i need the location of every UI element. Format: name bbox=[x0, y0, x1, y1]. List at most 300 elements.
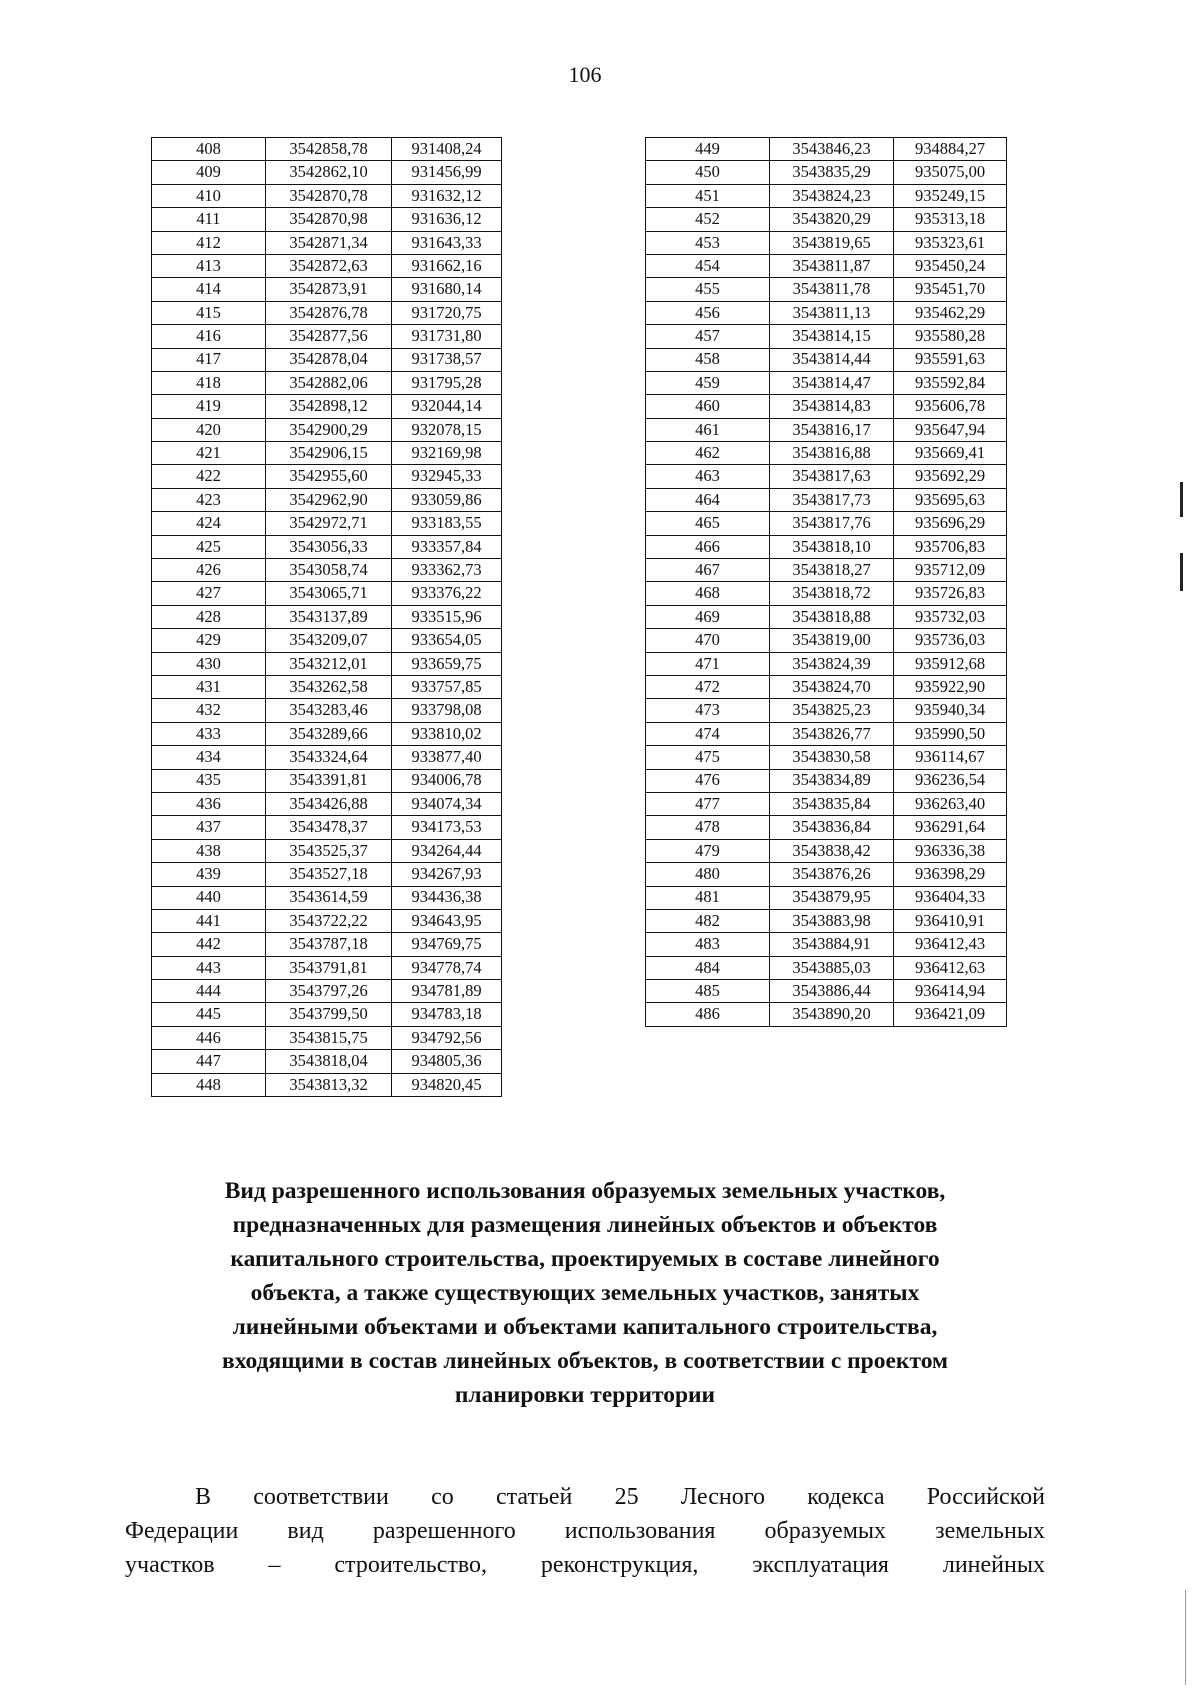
y-coordinate-cell: 935990,50 bbox=[894, 722, 1007, 745]
table-row bbox=[646, 161, 1007, 184]
point-number-cell: 419 bbox=[152, 395, 266, 418]
x-coordinate-cell: 3543838,42 bbox=[770, 839, 894, 862]
paragraph-word: со bbox=[431, 1484, 454, 1510]
x-coordinate-cell: 3543825,23 bbox=[770, 699, 894, 722]
table-row bbox=[646, 792, 1007, 815]
table-row bbox=[152, 559, 502, 582]
x-coordinate-cell: 3542876,78 bbox=[266, 301, 392, 324]
y-coordinate-cell: 932044,14 bbox=[392, 395, 502, 418]
heading-line: капитального строительства, проектируемых в составе линейного bbox=[230, 1246, 940, 1272]
point-number-cell: 410 bbox=[152, 184, 266, 207]
x-coordinate-cell: 3543262,58 bbox=[266, 675, 392, 698]
point-number-cell: 460 bbox=[646, 395, 770, 418]
y-coordinate-cell: 933059,86 bbox=[392, 488, 502, 511]
paragraph-word: В bbox=[195, 1484, 212, 1510]
y-coordinate-cell: 936336,38 bbox=[894, 839, 1007, 862]
x-coordinate-cell: 3543478,37 bbox=[266, 816, 392, 839]
heading-line: планировки территории bbox=[454, 1382, 716, 1408]
point-number-cell: 470 bbox=[646, 629, 770, 652]
y-coordinate-cell: 934006,78 bbox=[392, 769, 502, 792]
point-number-cell: 479 bbox=[646, 839, 770, 862]
paragraph-word: статьей bbox=[495, 1484, 573, 1510]
paragraph-word: Федерации bbox=[125, 1518, 239, 1544]
x-coordinate-cell: 3543836,84 bbox=[770, 816, 894, 839]
table-row bbox=[152, 442, 502, 465]
paragraph-word: линейных bbox=[942, 1552, 1045, 1578]
table-row bbox=[646, 863, 1007, 886]
x-coordinate-cell: 3543879,95 bbox=[770, 886, 894, 909]
y-coordinate-cell: 935075,00 bbox=[894, 161, 1007, 184]
y-coordinate-cell: 935323,61 bbox=[894, 231, 1007, 254]
x-coordinate-cell: 3543817,73 bbox=[770, 488, 894, 511]
x-coordinate-cell: 3543811,13 bbox=[770, 301, 894, 324]
x-coordinate-cell: 3543426,88 bbox=[266, 792, 392, 815]
y-coordinate-cell: 935696,29 bbox=[894, 512, 1007, 535]
point-number-cell: 425 bbox=[152, 535, 266, 558]
table-row bbox=[152, 161, 502, 184]
y-coordinate-cell: 936412,63 bbox=[894, 956, 1007, 979]
paragraph-word: Лесного bbox=[680, 1484, 765, 1510]
table-row bbox=[646, 371, 1007, 394]
y-coordinate-cell: 934783,18 bbox=[392, 1003, 502, 1026]
x-coordinate-cell: 3543811,87 bbox=[770, 254, 894, 277]
y-coordinate-cell: 931643,33 bbox=[392, 231, 502, 254]
y-coordinate-cell: 935912,68 bbox=[894, 652, 1007, 675]
paragraph-word: Российской bbox=[926, 1484, 1045, 1510]
point-number-cell: 428 bbox=[152, 605, 266, 628]
point-number-cell: 444 bbox=[152, 980, 266, 1003]
table-row bbox=[646, 184, 1007, 207]
table-row bbox=[152, 863, 502, 886]
coordinates-table-right bbox=[645, 137, 1007, 1027]
y-coordinate-cell: 936291,64 bbox=[894, 816, 1007, 839]
y-coordinate-cell: 931662,16 bbox=[392, 254, 502, 277]
point-number-cell: 481 bbox=[646, 886, 770, 909]
table-row bbox=[646, 605, 1007, 628]
table-row bbox=[646, 886, 1007, 909]
heading-line: Вид разрешенного использования образуемых земельных участков, bbox=[224, 1178, 946, 1204]
table-row bbox=[152, 208, 502, 231]
point-number-cell: 409 bbox=[152, 161, 266, 184]
body-paragraph bbox=[125, 1480, 1045, 1582]
x-coordinate-cell: 3543814,83 bbox=[770, 395, 894, 418]
x-coordinate-cell: 3543890,20 bbox=[770, 1003, 894, 1026]
point-number-cell: 437 bbox=[152, 816, 266, 839]
point-number-cell: 469 bbox=[646, 605, 770, 628]
paragraph-word: земельных bbox=[935, 1518, 1045, 1544]
paragraph-line bbox=[125, 1480, 1045, 1514]
y-coordinate-cell: 932078,15 bbox=[392, 418, 502, 441]
y-coordinate-cell: 932945,33 bbox=[392, 465, 502, 488]
point-number-cell: 462 bbox=[646, 442, 770, 465]
y-coordinate-cell: 933659,75 bbox=[392, 652, 502, 675]
point-number-cell: 456 bbox=[646, 301, 770, 324]
point-number-cell: 416 bbox=[152, 325, 266, 348]
point-number-cell: 448 bbox=[152, 1073, 266, 1096]
y-coordinate-cell: 932169,98 bbox=[392, 442, 502, 465]
x-coordinate-cell: 3543824,39 bbox=[770, 652, 894, 675]
scan-artifact-mark bbox=[1180, 482, 1183, 517]
y-coordinate-cell: 931456,99 bbox=[392, 161, 502, 184]
x-coordinate-cell: 3543824,23 bbox=[770, 184, 894, 207]
paragraph-word: участков bbox=[125, 1552, 215, 1578]
paragraph-word: эксплуатация bbox=[752, 1552, 889, 1578]
table-row bbox=[152, 909, 502, 932]
y-coordinate-cell: 935249,15 bbox=[894, 184, 1007, 207]
table-row bbox=[646, 980, 1007, 1003]
x-coordinate-cell: 3542877,56 bbox=[266, 325, 392, 348]
x-coordinate-cell: 3542906,15 bbox=[266, 442, 392, 465]
x-coordinate-cell: 3543813,32 bbox=[266, 1073, 392, 1096]
x-coordinate-cell: 3542898,12 bbox=[266, 395, 392, 418]
y-coordinate-cell: 935450,24 bbox=[894, 254, 1007, 277]
y-coordinate-cell: 933183,55 bbox=[392, 512, 502, 535]
y-coordinate-cell: 936412,43 bbox=[894, 933, 1007, 956]
paragraph-word: 25 bbox=[614, 1484, 639, 1510]
y-coordinate-cell: 936414,94 bbox=[894, 980, 1007, 1003]
point-number-cell: 443 bbox=[152, 956, 266, 979]
point-number-cell: 452 bbox=[646, 208, 770, 231]
coordinates-table-left bbox=[151, 137, 502, 1097]
x-coordinate-cell: 3543816,88 bbox=[770, 442, 894, 465]
y-coordinate-cell: 934805,36 bbox=[392, 1050, 502, 1073]
point-number-cell: 442 bbox=[152, 933, 266, 956]
table-row bbox=[646, 488, 1007, 511]
y-coordinate-cell: 931408,24 bbox=[392, 138, 502, 161]
point-number-cell: 408 bbox=[152, 138, 266, 161]
page-number: 106 bbox=[568, 62, 602, 87]
y-coordinate-cell: 935580,28 bbox=[894, 325, 1007, 348]
point-number-cell: 445 bbox=[152, 1003, 266, 1026]
x-coordinate-cell: 3543835,84 bbox=[770, 792, 894, 815]
y-coordinate-cell: 933362,73 bbox=[392, 559, 502, 582]
table-row bbox=[152, 816, 502, 839]
y-coordinate-cell: 935940,34 bbox=[894, 699, 1007, 722]
x-coordinate-cell: 3543846,23 bbox=[770, 138, 894, 161]
table-row bbox=[646, 208, 1007, 231]
table-row bbox=[152, 956, 502, 979]
x-coordinate-cell: 3543819,65 bbox=[770, 231, 894, 254]
y-coordinate-cell: 935692,29 bbox=[894, 465, 1007, 488]
y-coordinate-cell: 936404,33 bbox=[894, 886, 1007, 909]
y-coordinate-cell: 935591,63 bbox=[894, 348, 1007, 371]
x-coordinate-cell: 3543814,47 bbox=[770, 371, 894, 394]
table-row bbox=[646, 816, 1007, 839]
point-number-cell: 467 bbox=[646, 559, 770, 582]
x-coordinate-cell: 3542870,98 bbox=[266, 208, 392, 231]
point-number-cell: 411 bbox=[152, 208, 266, 231]
point-number-cell: 474 bbox=[646, 722, 770, 745]
table-row bbox=[646, 722, 1007, 745]
x-coordinate-cell: 3543814,15 bbox=[770, 325, 894, 348]
table-row bbox=[152, 652, 502, 675]
table-row bbox=[646, 138, 1007, 161]
x-coordinate-cell: 3543885,03 bbox=[770, 956, 894, 979]
y-coordinate-cell: 934792,56 bbox=[392, 1026, 502, 1049]
x-coordinate-cell: 3543876,26 bbox=[770, 863, 894, 886]
table-row bbox=[646, 582, 1007, 605]
point-number-cell: 426 bbox=[152, 559, 266, 582]
table-row bbox=[646, 325, 1007, 348]
x-coordinate-cell: 3543209,07 bbox=[266, 629, 392, 652]
y-coordinate-cell: 936263,40 bbox=[894, 792, 1007, 815]
point-number-cell: 432 bbox=[152, 699, 266, 722]
x-coordinate-cell: 3543883,98 bbox=[770, 909, 894, 932]
y-coordinate-cell: 935451,70 bbox=[894, 278, 1007, 301]
paragraph-line bbox=[125, 1548, 1045, 1582]
table-row bbox=[646, 348, 1007, 371]
x-coordinate-cell: 3542862,10 bbox=[266, 161, 392, 184]
table-row bbox=[646, 933, 1007, 956]
x-coordinate-cell: 3542882,06 bbox=[266, 371, 392, 394]
y-coordinate-cell: 931795,28 bbox=[392, 371, 502, 394]
y-coordinate-cell: 933798,08 bbox=[392, 699, 502, 722]
table-row bbox=[152, 254, 502, 277]
point-number-cell: 423 bbox=[152, 488, 266, 511]
y-coordinate-cell: 935669,41 bbox=[894, 442, 1007, 465]
x-coordinate-cell: 3543283,46 bbox=[266, 699, 392, 722]
x-coordinate-cell: 3543834,89 bbox=[770, 769, 894, 792]
paragraph-word: вид bbox=[287, 1518, 324, 1544]
point-number-cell: 451 bbox=[646, 184, 770, 207]
y-coordinate-cell: 935592,84 bbox=[894, 371, 1007, 394]
table-row bbox=[646, 769, 1007, 792]
x-coordinate-cell: 3543816,17 bbox=[770, 418, 894, 441]
y-coordinate-cell: 936398,29 bbox=[894, 863, 1007, 886]
y-coordinate-cell: 931720,75 bbox=[392, 301, 502, 324]
y-coordinate-cell: 933877,40 bbox=[392, 746, 502, 769]
point-number-cell: 455 bbox=[646, 278, 770, 301]
point-number-cell: 459 bbox=[646, 371, 770, 394]
table-row bbox=[152, 629, 502, 652]
table-row bbox=[152, 980, 502, 1003]
x-coordinate-cell: 3543791,81 bbox=[266, 956, 392, 979]
x-coordinate-cell: 3543835,29 bbox=[770, 161, 894, 184]
point-number-cell: 427 bbox=[152, 582, 266, 605]
table-row bbox=[646, 301, 1007, 324]
table-row bbox=[646, 535, 1007, 558]
section-heading bbox=[130, 1174, 1040, 1412]
x-coordinate-cell: 3543886,44 bbox=[770, 980, 894, 1003]
y-coordinate-cell: 935736,03 bbox=[894, 629, 1007, 652]
x-coordinate-cell: 3543815,75 bbox=[266, 1026, 392, 1049]
point-number-cell: 421 bbox=[152, 442, 266, 465]
x-coordinate-cell: 3543722,22 bbox=[266, 909, 392, 932]
y-coordinate-cell: 931731,80 bbox=[392, 325, 502, 348]
scan-artifact-mark bbox=[1185, 1590, 1186, 1685]
x-coordinate-cell: 3542962,90 bbox=[266, 488, 392, 511]
x-coordinate-cell: 3543527,18 bbox=[266, 863, 392, 886]
point-number-cell: 430 bbox=[152, 652, 266, 675]
point-number-cell: 468 bbox=[646, 582, 770, 605]
y-coordinate-cell: 935647,94 bbox=[894, 418, 1007, 441]
table-row bbox=[646, 1003, 1007, 1026]
x-coordinate-cell: 3542871,34 bbox=[266, 231, 392, 254]
point-number-cell: 420 bbox=[152, 418, 266, 441]
point-number-cell: 447 bbox=[152, 1050, 266, 1073]
x-coordinate-cell: 3543525,37 bbox=[266, 839, 392, 862]
x-coordinate-cell: 3543799,50 bbox=[266, 1003, 392, 1026]
table-row bbox=[152, 839, 502, 862]
table-row bbox=[152, 746, 502, 769]
heading-line: входящими в состав линейных объектов, в соответствии с проектом bbox=[222, 1348, 948, 1374]
point-number-cell: 417 bbox=[152, 348, 266, 371]
x-coordinate-cell: 3543391,81 bbox=[266, 769, 392, 792]
y-coordinate-cell: 933654,05 bbox=[392, 629, 502, 652]
point-number-cell: 415 bbox=[152, 301, 266, 324]
point-number-cell: 458 bbox=[646, 348, 770, 371]
point-number-cell: 464 bbox=[646, 488, 770, 511]
point-number-cell: 476 bbox=[646, 769, 770, 792]
y-coordinate-cell: 934267,93 bbox=[392, 863, 502, 886]
x-coordinate-cell: 3543797,26 bbox=[266, 980, 392, 1003]
point-number-cell: 414 bbox=[152, 278, 266, 301]
table-row bbox=[152, 1050, 502, 1073]
table-row bbox=[152, 582, 502, 605]
point-number-cell: 431 bbox=[152, 675, 266, 698]
y-coordinate-cell: 934820,45 bbox=[392, 1073, 502, 1096]
y-coordinate-cell: 934436,38 bbox=[392, 886, 502, 909]
point-number-cell: 480 bbox=[646, 863, 770, 886]
y-coordinate-cell: 935695,63 bbox=[894, 488, 1007, 511]
table-row bbox=[152, 138, 502, 161]
paragraph-word: образуемых bbox=[764, 1518, 887, 1544]
table-row bbox=[152, 722, 502, 745]
x-coordinate-cell: 3542870,78 bbox=[266, 184, 392, 207]
point-number-cell: 484 bbox=[646, 956, 770, 979]
y-coordinate-cell: 933757,85 bbox=[392, 675, 502, 698]
y-coordinate-cell: 935726,83 bbox=[894, 582, 1007, 605]
paragraph-word: соответствии bbox=[253, 1484, 389, 1510]
y-coordinate-cell: 935462,29 bbox=[894, 301, 1007, 324]
paragraph-word: – bbox=[268, 1552, 281, 1578]
y-coordinate-cell: 934264,44 bbox=[392, 839, 502, 862]
point-number-cell: 412 bbox=[152, 231, 266, 254]
x-coordinate-cell: 3542858,78 bbox=[266, 138, 392, 161]
x-coordinate-cell: 3543824,70 bbox=[770, 675, 894, 698]
point-number-cell: 450 bbox=[646, 161, 770, 184]
x-coordinate-cell: 3543065,71 bbox=[266, 582, 392, 605]
table-row bbox=[152, 1026, 502, 1049]
y-coordinate-cell: 935706,83 bbox=[894, 535, 1007, 558]
y-coordinate-cell: 933357,84 bbox=[392, 535, 502, 558]
table-row bbox=[646, 675, 1007, 698]
x-coordinate-cell: 3543058,74 bbox=[266, 559, 392, 582]
table-row bbox=[152, 325, 502, 348]
heading-line: объекта, а также существующих земельных участков, занятых bbox=[250, 1280, 920, 1306]
point-number-cell: 478 bbox=[646, 816, 770, 839]
y-coordinate-cell: 931632,12 bbox=[392, 184, 502, 207]
point-number-cell: 413 bbox=[152, 254, 266, 277]
paragraph-word: разрешенного bbox=[372, 1518, 516, 1544]
point-number-cell: 429 bbox=[152, 629, 266, 652]
table-row bbox=[646, 699, 1007, 722]
table-row bbox=[646, 465, 1007, 488]
y-coordinate-cell: 936410,91 bbox=[894, 909, 1007, 932]
table-row bbox=[152, 886, 502, 909]
paragraph-word: строительство, bbox=[334, 1552, 488, 1578]
x-coordinate-cell: 3543818,88 bbox=[770, 605, 894, 628]
point-number-cell: 436 bbox=[152, 792, 266, 815]
point-number-cell: 422 bbox=[152, 465, 266, 488]
x-coordinate-cell: 3542900,29 bbox=[266, 418, 392, 441]
table-row bbox=[152, 465, 502, 488]
x-coordinate-cell: 3543056,33 bbox=[266, 535, 392, 558]
x-coordinate-cell: 3543817,63 bbox=[770, 465, 894, 488]
point-number-cell: 485 bbox=[646, 980, 770, 1003]
paragraph-word: реконструкция, bbox=[540, 1552, 699, 1578]
point-number-cell: 465 bbox=[646, 512, 770, 535]
table-row bbox=[152, 231, 502, 254]
table-row bbox=[152, 769, 502, 792]
table-row bbox=[152, 1003, 502, 1026]
table-row bbox=[152, 301, 502, 324]
point-number-cell: 440 bbox=[152, 886, 266, 909]
point-number-cell: 486 bbox=[646, 1003, 770, 1026]
table-row bbox=[152, 792, 502, 815]
y-coordinate-cell: 931680,14 bbox=[392, 278, 502, 301]
point-number-cell: 424 bbox=[152, 512, 266, 535]
y-coordinate-cell: 934781,89 bbox=[392, 980, 502, 1003]
table-row bbox=[152, 488, 502, 511]
point-number-cell: 473 bbox=[646, 699, 770, 722]
table-row bbox=[152, 605, 502, 628]
point-number-cell: 475 bbox=[646, 746, 770, 769]
point-number-cell: 466 bbox=[646, 535, 770, 558]
table-row bbox=[646, 746, 1007, 769]
y-coordinate-cell: 934643,95 bbox=[392, 909, 502, 932]
point-number-cell: 453 bbox=[646, 231, 770, 254]
point-number-cell: 463 bbox=[646, 465, 770, 488]
x-coordinate-cell: 3542878,04 bbox=[266, 348, 392, 371]
table-row bbox=[152, 933, 502, 956]
point-number-cell: 434 bbox=[152, 746, 266, 769]
point-number-cell: 441 bbox=[152, 909, 266, 932]
table-row bbox=[152, 535, 502, 558]
y-coordinate-cell: 931636,12 bbox=[392, 208, 502, 231]
x-coordinate-cell: 3543818,04 bbox=[266, 1050, 392, 1073]
y-coordinate-cell: 934778,74 bbox=[392, 956, 502, 979]
table-row bbox=[646, 512, 1007, 535]
table-row bbox=[646, 909, 1007, 932]
y-coordinate-cell: 935712,09 bbox=[894, 559, 1007, 582]
scan-artifact-mark bbox=[1180, 553, 1183, 591]
point-number-cell: 477 bbox=[646, 792, 770, 815]
x-coordinate-cell: 3542872,63 bbox=[266, 254, 392, 277]
table-row bbox=[152, 512, 502, 535]
heading-line: предназначенных для размещения линейных объектов и объектов bbox=[232, 1212, 938, 1238]
table-row bbox=[646, 254, 1007, 277]
point-number-cell: 449 bbox=[646, 138, 770, 161]
table-row bbox=[646, 559, 1007, 582]
table-row bbox=[152, 395, 502, 418]
table-row bbox=[152, 348, 502, 371]
table-row bbox=[152, 184, 502, 207]
y-coordinate-cell: 934074,34 bbox=[392, 792, 502, 815]
point-number-cell: 461 bbox=[646, 418, 770, 441]
point-number-cell: 457 bbox=[646, 325, 770, 348]
table-row bbox=[646, 629, 1007, 652]
paragraph-word: кодекса bbox=[807, 1484, 885, 1510]
table-row bbox=[646, 442, 1007, 465]
table-row bbox=[152, 675, 502, 698]
x-coordinate-cell: 3543212,01 bbox=[266, 652, 392, 675]
table-row bbox=[646, 839, 1007, 862]
y-coordinate-cell: 935606,78 bbox=[894, 395, 1007, 418]
point-number-cell: 439 bbox=[152, 863, 266, 886]
table-row bbox=[646, 231, 1007, 254]
x-coordinate-cell: 3543814,44 bbox=[770, 348, 894, 371]
